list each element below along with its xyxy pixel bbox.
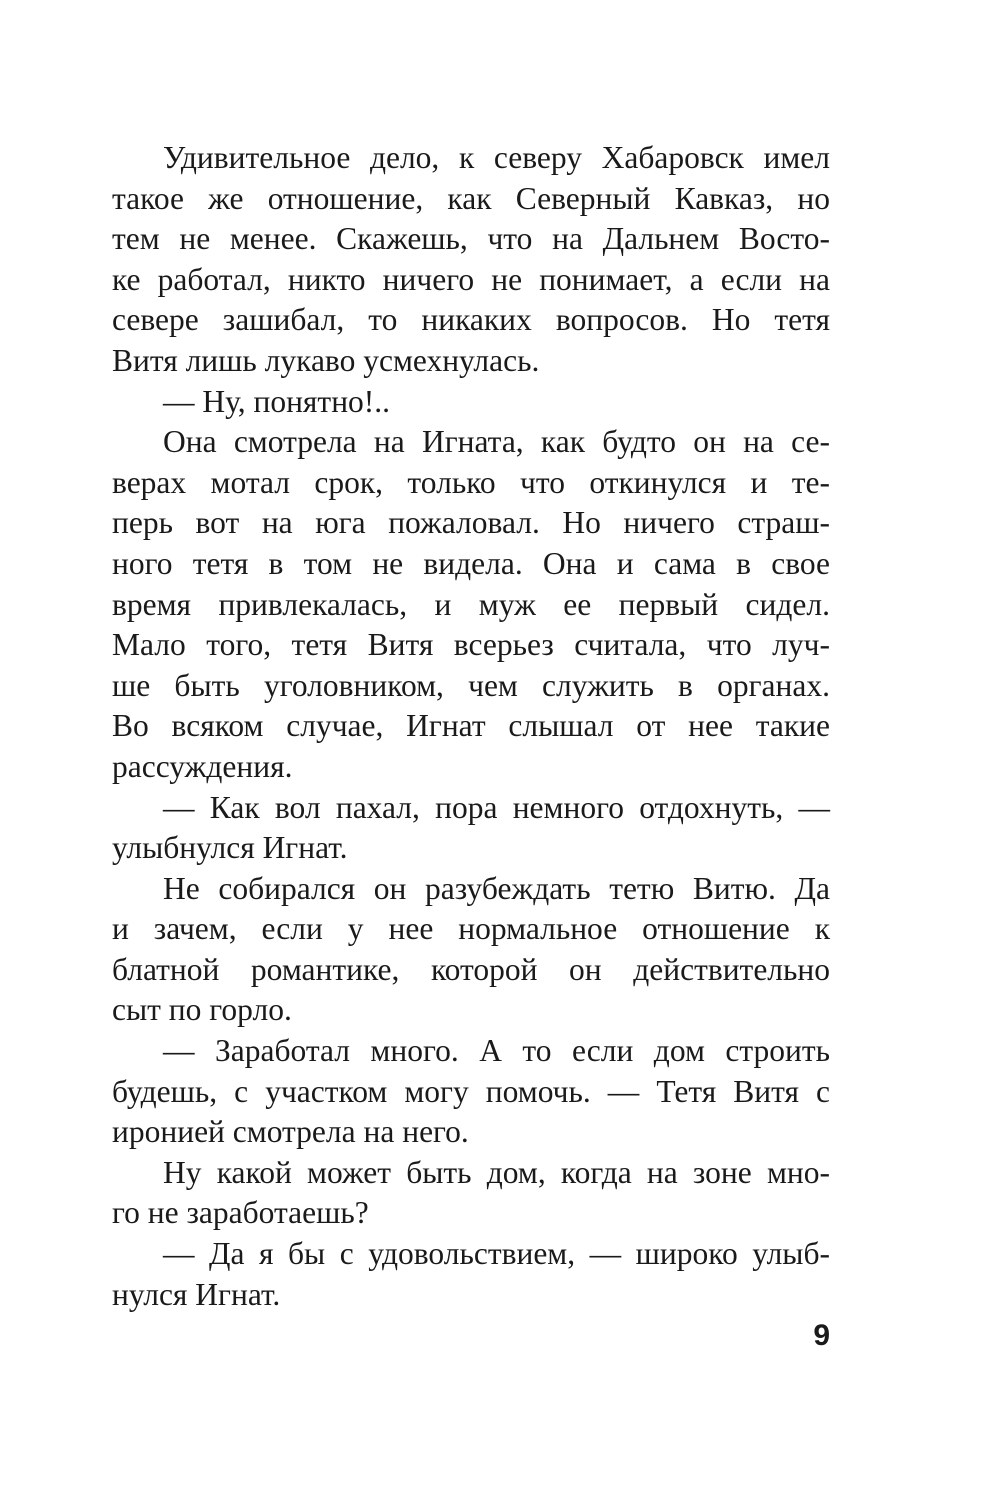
text-line: Во всяком случае, Игнат слышал от нее такие [112, 708, 830, 744]
text-line: иронией смотрела на него. [112, 1114, 469, 1150]
text-line: сыт по горло. [112, 992, 292, 1028]
text-line: верах мотал срок, только что откинулся и те- [112, 464, 830, 500]
body-text [112, 138, 830, 1315]
text-line: — Как вол пахал, пора немного отдохнуть, — [163, 789, 830, 825]
text-line: — Заработал много. А то если дом строить [163, 1033, 830, 1069]
text-line: — Да я бы с удовольствием, — широко улыб- [163, 1236, 830, 1272]
text-line: Она смотрела на Игната, как будто он на се- [163, 424, 830, 460]
text-line: ного тетя в том не видела. Она и сама в свое [112, 545, 830, 581]
text-line: Ну какой может быть дом, когда на зоне мно- [163, 1154, 830, 1190]
page-number: 9 [813, 1319, 830, 1352]
text-line: время привлекалась, и муж ее первый сидел. [112, 586, 830, 622]
text-line: тем не менее. Скажешь, что на Дальнем Восто- [112, 221, 830, 257]
text-line: го не заработаешь? [112, 1195, 369, 1231]
text-line: рассуждения. [112, 748, 293, 784]
text-line: перь вот на юга пожаловал. Но ничего страш- [112, 505, 830, 541]
text-line: ше быть уголовником, чем служить в органах. [112, 667, 830, 703]
text-line: и зачем, если у нее нормальное отношение к [112, 911, 830, 947]
text-line: улыбнулся Игнат. [112, 830, 348, 866]
text-line: такое же отношение, как Северный Кавказ, но [112, 180, 830, 216]
text-line: Витя лишь лукаво усмехнулась. [112, 342, 540, 378]
text-line: Удивительное дело, к северу Хабаровск имел [163, 140, 830, 175]
text-line: Не собирался он разубеждать тетю Витю. Да [163, 870, 830, 906]
text-line: нулся Игнат. [112, 1276, 281, 1312]
text-line: ке работал, никто ничего не понимает, а если на [112, 261, 830, 297]
text-line: севере зашибал, то никаких вопросов. Но тетя [112, 302, 830, 338]
text-line: — Ну, понятно!.. [163, 383, 391, 419]
text-line: Мало того, тетя Витя всерьез считала, что луч- [112, 627, 830, 663]
text-line: будешь, с участком могу помочь. — Тетя Витя с [112, 1073, 830, 1109]
text-line: блатной романтике, которой он действительно [112, 951, 830, 987]
